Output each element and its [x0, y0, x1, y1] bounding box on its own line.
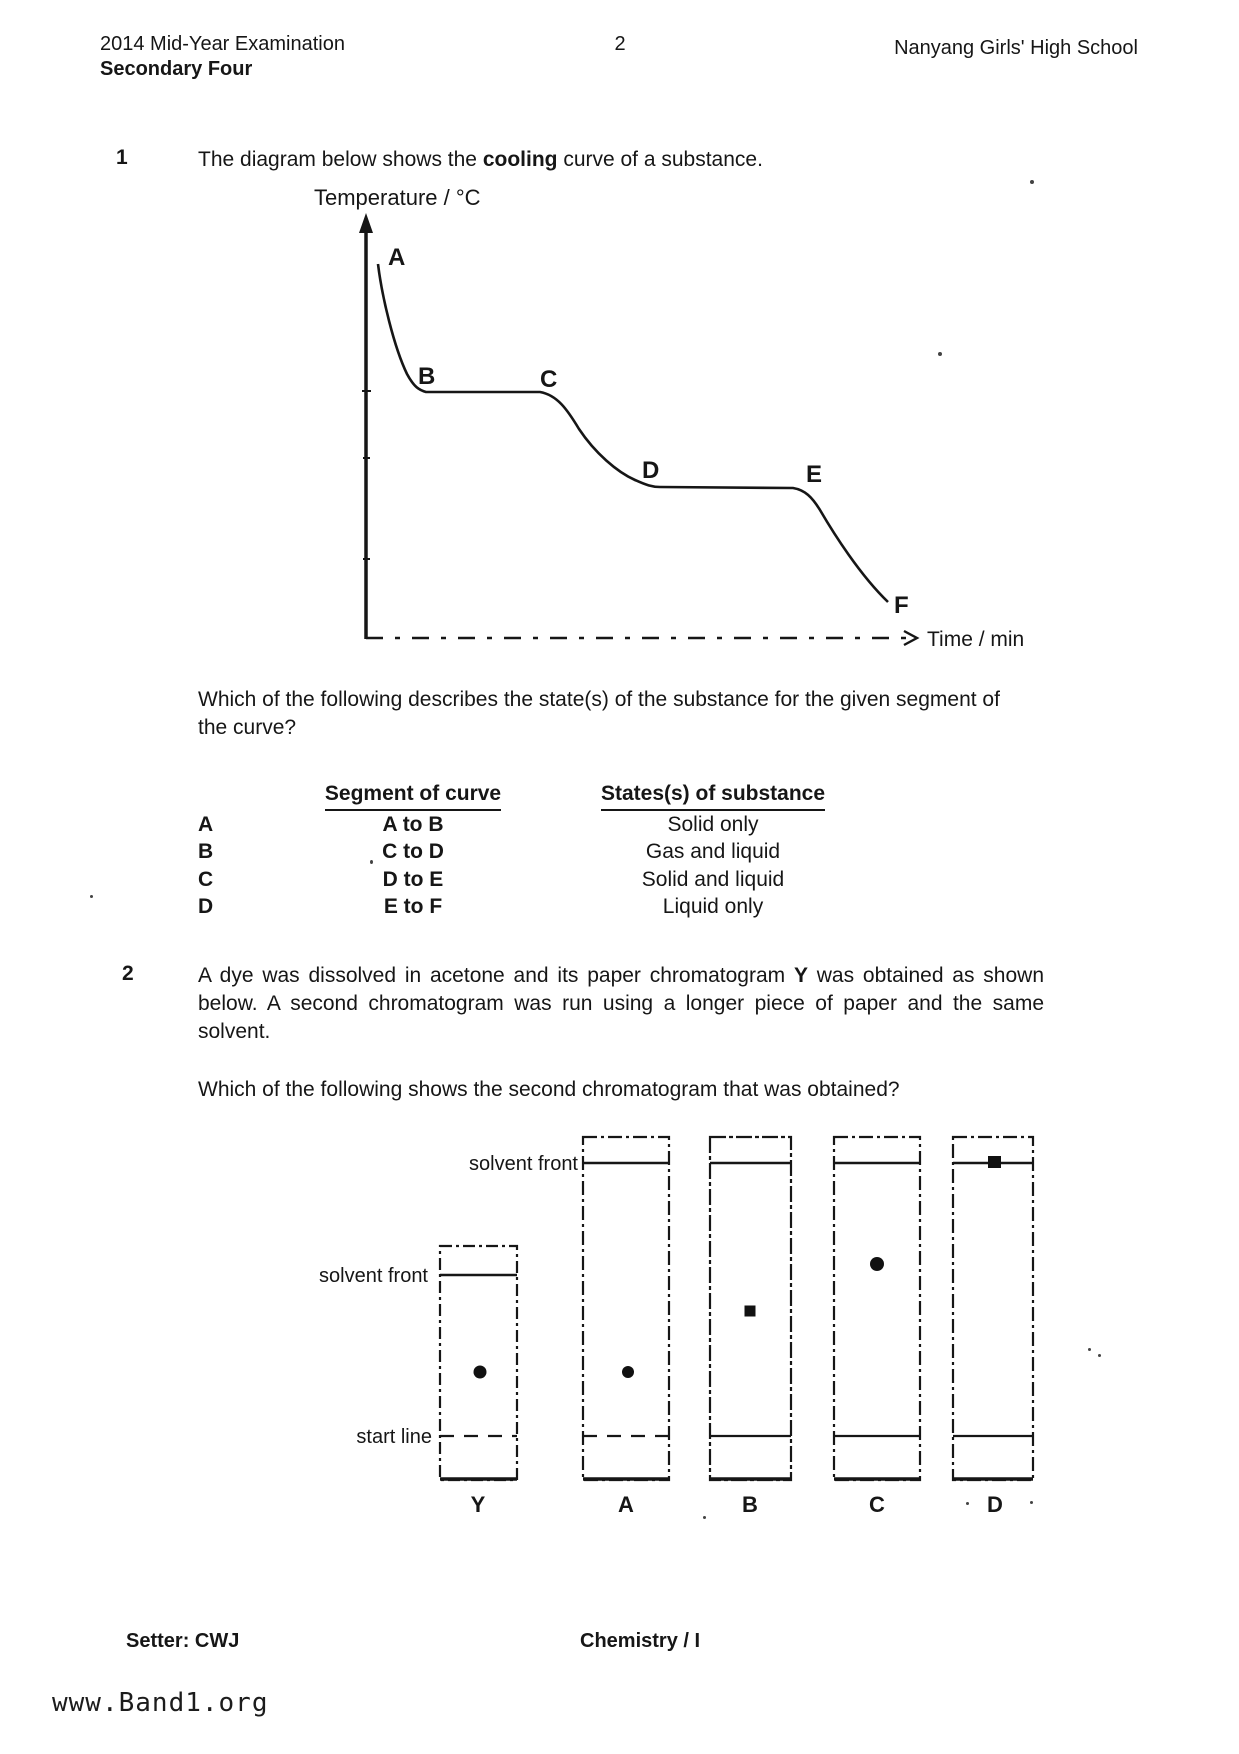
option-letter: C [198, 867, 214, 891]
state-cell: Solid and liquid [641, 867, 785, 891]
strip-d-outline [953, 1137, 1033, 1480]
solvent-front-label-y: solvent front [319, 1265, 428, 1287]
segment-cell: E to F [383, 895, 443, 918]
segment-cell: C to D [382, 840, 444, 863]
strip-y [440, 1246, 517, 1517]
table-corner-cell [198, 780, 268, 811]
scan-speck [1098, 1354, 1101, 1357]
point-label-f: F [894, 592, 909, 619]
strip-c-spot [870, 1257, 884, 1271]
scan-speck [703, 1516, 706, 1519]
q2-stem: A dye was dissolved in acetone and its paper chromatogram Y was obtained as shown below. A second chromatogram was run using a longer piece of paper and the same solvent. [198, 964, 1045, 1043]
scan-speck [1030, 180, 1034, 184]
point-label-b: B [418, 363, 436, 390]
solvent-front-label-tall: solvent front [469, 1153, 578, 1175]
scan-speck [1030, 1501, 1033, 1504]
page-number: 2 [614, 33, 626, 55]
footer-setter: Setter: CWJ [126, 1630, 240, 1652]
table-header-states: States(s) of substance [558, 780, 868, 811]
start-line-label: start line [356, 1426, 432, 1448]
strip-y-outline [440, 1246, 517, 1480]
watermark: www.Band1.org [52, 1688, 269, 1718]
strip-a-label: A [618, 1492, 634, 1517]
strip-d-spot [988, 1156, 1001, 1168]
cooling-curve [378, 264, 888, 602]
strip-b [710, 1137, 791, 1517]
segment-table [198, 780, 868, 921]
exam-level: Secondary Four [100, 58, 253, 80]
header-left [100, 32, 345, 82]
state-cell: Liquid only [662, 895, 764, 918]
y-axis-arrowhead [359, 213, 373, 233]
q1-question: Which of the following describes the state(s) of the substance for the given segment of the curve? [198, 688, 1000, 739]
segment-cell: A to B [382, 812, 444, 836]
strip-d [953, 1137, 1033, 1517]
strip-a [583, 1137, 669, 1517]
segment-cell: D to E [382, 867, 444, 891]
scan-speck [370, 860, 373, 864]
footer-subject: Chemistry / I [580, 1630, 701, 1652]
point-label-d: D [642, 457, 660, 484]
q1-number: 1 [116, 146, 128, 169]
q1-stem: The diagram below shows the cooling curve of a substance. [198, 148, 763, 171]
q2-number: 2 [122, 962, 134, 985]
option-letter: A [198, 812, 214, 836]
point-label-e: E [806, 461, 823, 488]
state-cell: Solid only [667, 812, 759, 836]
strip-a-spot [622, 1366, 634, 1378]
point-label-c: C [540, 366, 558, 393]
exam-title: 2014 Mid-Year Examination [100, 33, 345, 55]
state-cell: Gas and liquid [645, 840, 781, 863]
strip-d-label: D [987, 1492, 1003, 1517]
school-name: Nanyang Girls' High School [894, 37, 1138, 59]
x-axis-label: Time / min [927, 628, 1025, 651]
strip-c [834, 1137, 920, 1517]
scan-speck [1088, 1348, 1091, 1351]
strip-y-label: Y [470, 1492, 486, 1517]
scan-speck [90, 895, 93, 898]
table-header-segment: Segment of curve [268, 780, 558, 811]
strip-b-spot [745, 1306, 756, 1317]
strip-c-outline [834, 1137, 920, 1480]
scan-speck [966, 1502, 969, 1505]
strip-y-spot [474, 1366, 487, 1379]
q2-question: Which of the following shows the second chromatogram that was obtained? [198, 1078, 900, 1101]
option-letter: B [198, 840, 214, 863]
strip-b-label: B [742, 1492, 758, 1517]
strip-c-label: C [869, 1492, 885, 1517]
chromatogram-diagram [280, 1120, 1070, 1530]
option-letter: D [198, 895, 214, 918]
scan-speck [938, 352, 942, 356]
cooling-curve-graph [300, 175, 1060, 675]
strip-a-outline [583, 1137, 669, 1480]
y-axis-label: Temperature / °C [314, 185, 481, 210]
point-label-a: A [388, 244, 406, 271]
